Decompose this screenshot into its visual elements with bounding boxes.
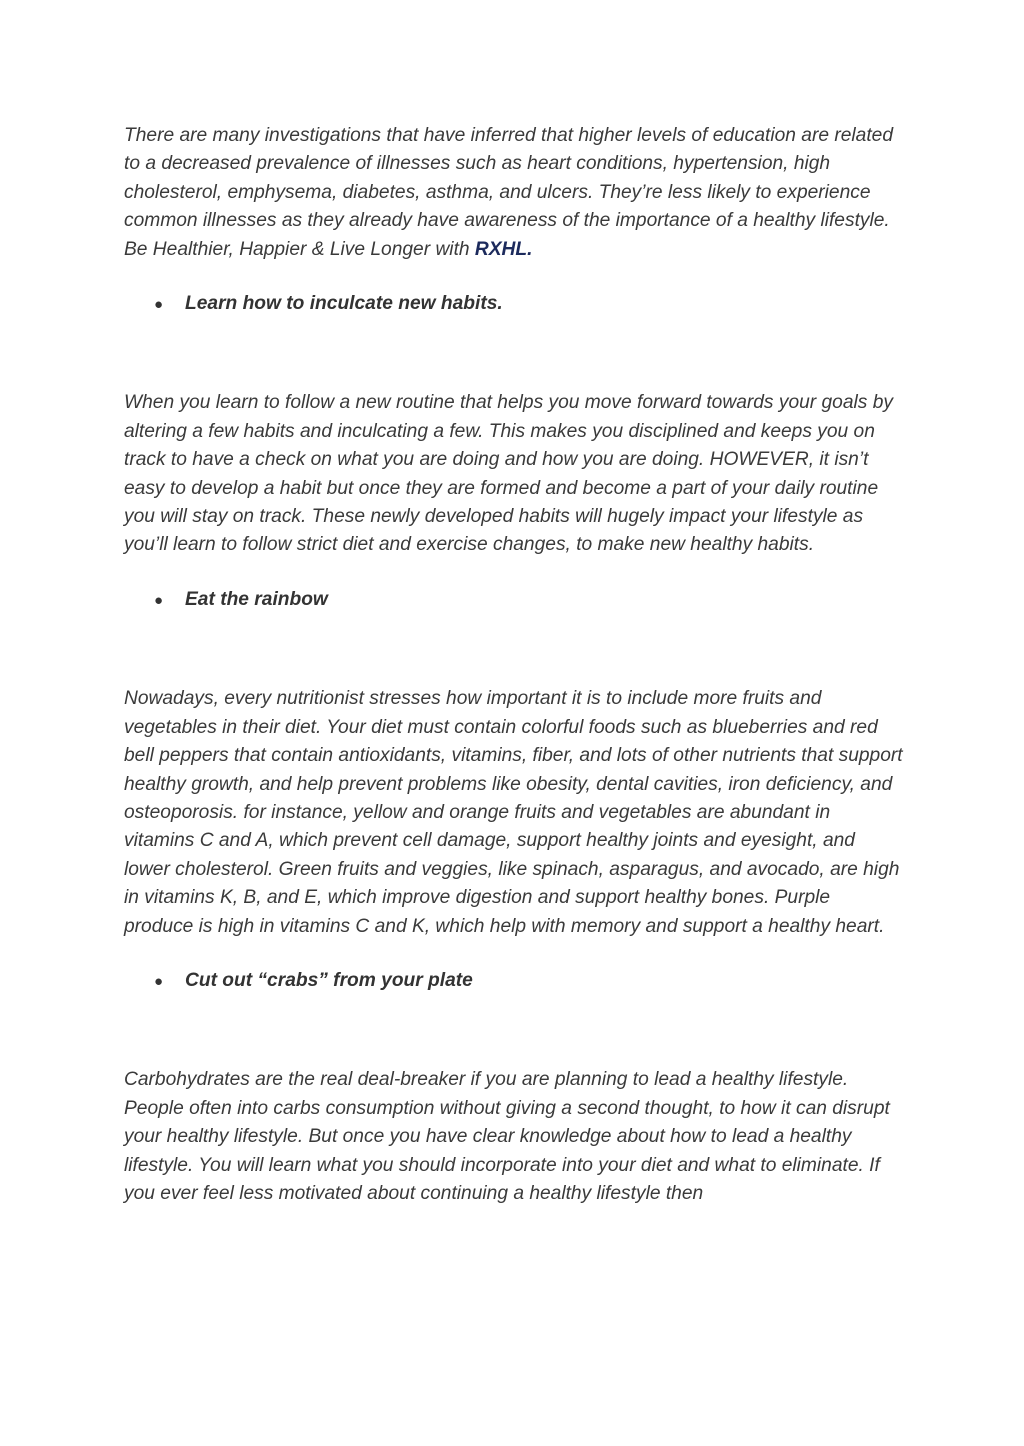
spacer xyxy=(124,615,904,685)
bullet-marker-icon: ● xyxy=(154,591,164,609)
rxhl-link[interactable]: RXHL xyxy=(474,238,528,260)
paragraph-habits: When you learn to follow a new routine that helps you move forward towards your goals by altering a few habits and inculcating a few. This makes you disciplined and keeps you on track to have a check on what you are doing and how you are doing. HOWEVER, it isn’t easy to develop a habit but once they are formed and become a part of your daily routine you will stay on track. These newly developed habits will hugely impact your lifestyle as you’ll learn to follow strict diet and exercise changes, to make new healthy habits. xyxy=(124,392,893,556)
bullet-item-crabs xyxy=(124,967,904,996)
bullet-label-habits: Learn how to inculcate new habits. xyxy=(185,293,503,315)
bullet-item-rainbow xyxy=(124,586,904,615)
bullet-marker-icon: ● xyxy=(154,296,164,314)
bullet-marker-icon: ● xyxy=(154,972,164,990)
bullet-label-rainbow: Eat the rainbow xyxy=(185,588,328,610)
paragraph-education-text: There are many investigations that have inferred that higher levels of education are related to a decreased prevalence of illnesses such as heart conditions, hypertension, high cholesterol, emphysema, diabetes, asthma, and ulcers. They’re less likely to experience common illnesses as they already have awareness of the importance of a healthy lifestyle. Be Healthier, Happier & Live Longer with xyxy=(124,125,894,260)
paragraph-education-period: . xyxy=(527,238,533,260)
bullet-item-habits xyxy=(124,290,904,319)
bullet-label-crabs: Cut out “crabs” from your plate xyxy=(185,969,473,991)
paragraph-carbs: Carbohydrates are the real deal-breaker if you are planning to lead a healthy lifestyle. People often into carbs consumption without giving a second thought, to how it can disrupt your healthy lifestyle. But once you have clear knowledge about how to lead a healthy lifestyle. You will learn what you should incorporate into your diet and what to eliminate. If you ever feel less motivated about continuing a healthy lifestyle then xyxy=(124,1069,890,1204)
paragraph-education xyxy=(124,122,904,264)
paragraph-rainbow: Nowadays, every nutritionist stresses how important it is to include more fruits and vegetables in their diet. Your diet must contain colorful foods such as blueberries and red bell peppers that contain antioxidants, vitamins, fiber, and lots of other nutrients that support healthy growth, and help prevent problems like obesity, dental cavities, iron deficiency, and osteoporosis. for instance, yellow and orange fruits and vegetables are abundant in vitamins C and A, which prevent cell damage, support healthy joints and eyesight, and lower cholesterol. Green fruits and veggies, like spinach, asparagus, and avocado, are high in vitamins K, B, and E, which improve digestion and support healthy bones. Purple produce is high in vitamins C and K, which help with memory and support a healthy heart. xyxy=(124,688,903,937)
spacer xyxy=(124,319,904,389)
document-body xyxy=(124,122,904,1208)
spacer xyxy=(124,996,904,1066)
